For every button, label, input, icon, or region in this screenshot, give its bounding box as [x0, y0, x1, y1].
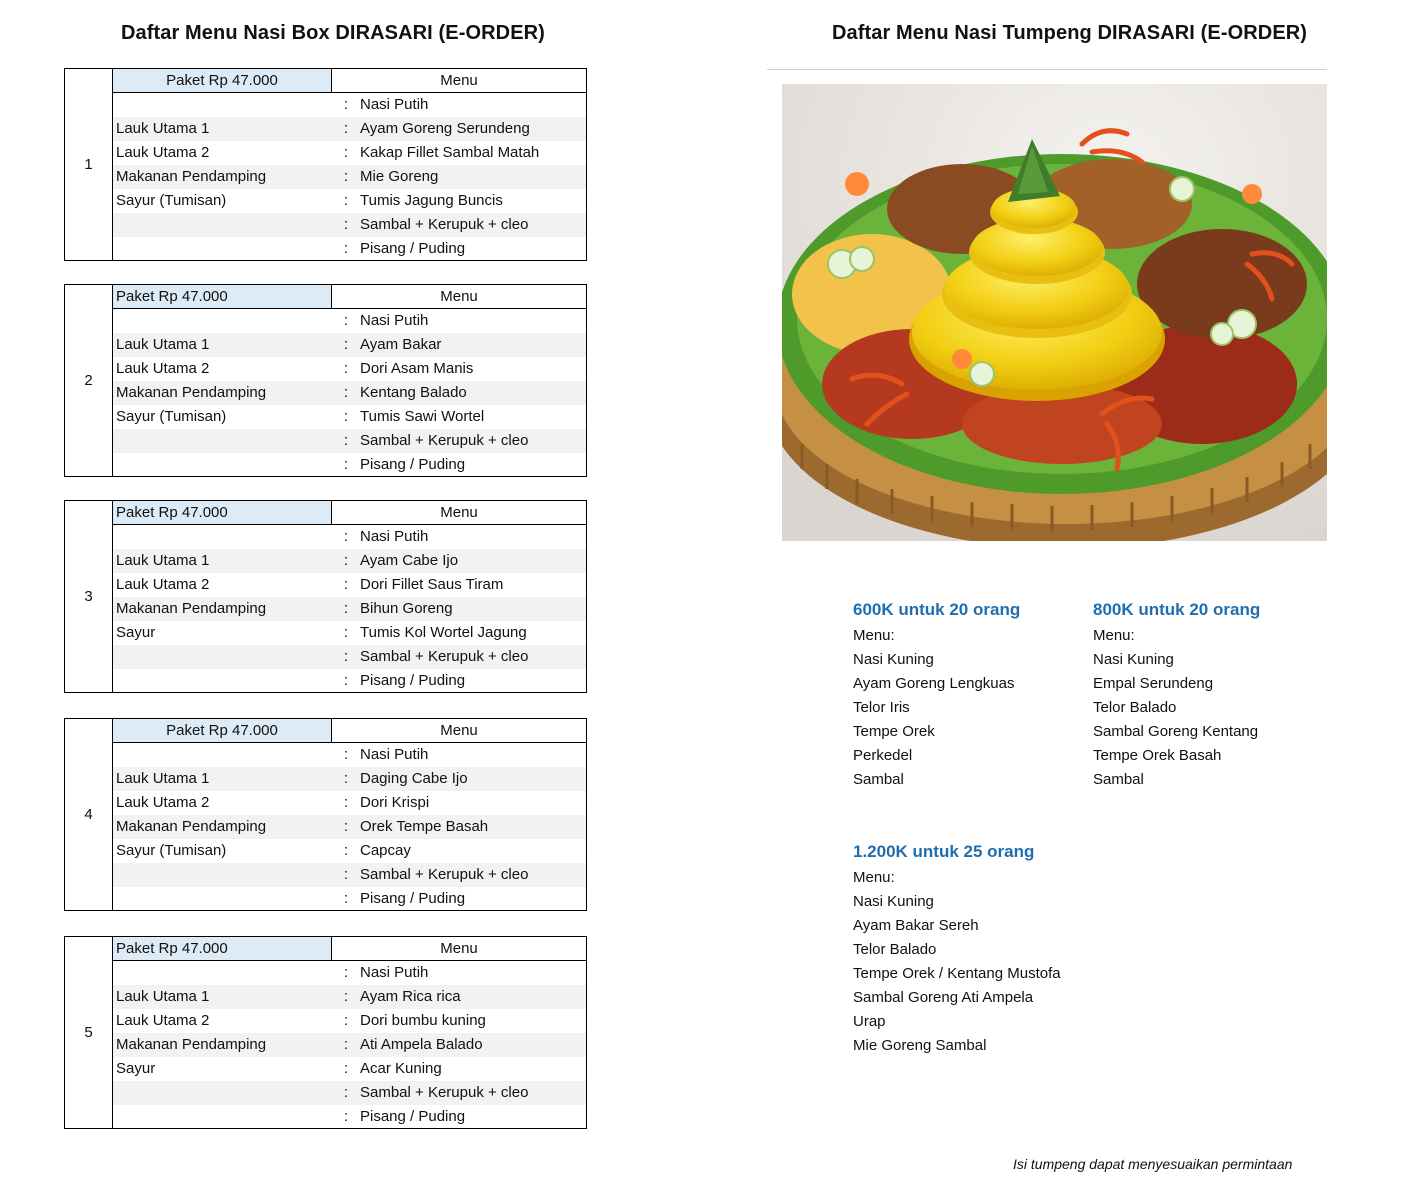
menu-row-colon: : — [343, 120, 349, 137]
menu-row-colon: : — [343, 1012, 349, 1029]
menu-row-label: Lauk Utama 2 — [116, 576, 210, 593]
menu-row-item: Mie Goreng — [360, 168, 439, 185]
menu-row — [113, 405, 586, 429]
package-rows — [113, 93, 586, 260]
menu-row-colon: : — [343, 624, 349, 641]
menu-row — [113, 549, 586, 573]
package-number: 5 — [65, 937, 113, 1128]
menu-row-label: Lauk Utama 1 — [116, 552, 210, 569]
menu-row-item: Tumis Sawi Wortel — [360, 408, 485, 425]
menu-row-colon: : — [343, 746, 349, 763]
menu-row-item: Capcay — [360, 842, 411, 859]
menu-row-label: Lauk Utama 2 — [116, 794, 210, 811]
menu-row-label — [113, 213, 332, 237]
tumpeng-menu-item: Telor Iris — [853, 699, 910, 716]
menu-row — [113, 357, 586, 381]
menu-row-colon: : — [343, 576, 349, 593]
tumpeng-menu-label: Menu: — [1093, 627, 1135, 644]
menu-row-item: Pisang / Puding — [360, 240, 466, 257]
menu-row-label: Sayur — [116, 1060, 156, 1077]
menu-package-3 — [64, 500, 587, 693]
menu-row — [113, 573, 586, 597]
tumpeng-menu-item: Urap — [853, 1013, 886, 1030]
menu-row-colon: : — [343, 528, 349, 545]
menu-row-colon: : — [343, 672, 349, 689]
tumpeng-menu-item: Nasi Kuning — [853, 651, 934, 668]
tumpeng-menu-item: Empal Serundeng — [1093, 675, 1214, 692]
package-number: 3 — [65, 501, 113, 692]
package-header — [113, 719, 586, 743]
menu-row — [113, 1081, 586, 1105]
menu-row-item: Bihun Goreng — [360, 600, 453, 617]
menu-row — [113, 213, 586, 237]
menu-row-colon: : — [343, 432, 349, 449]
menu-row-item: Ayam Goreng Serundeng — [360, 120, 530, 137]
tumpeng-menu-item: Tempe Orek Basah — [1093, 747, 1222, 764]
tumpeng-menu-item: Nasi Kuning — [1093, 651, 1174, 668]
menu-row-colon: : — [343, 408, 349, 425]
menu-row — [113, 645, 586, 669]
menu-row-label: Makanan Pendamping — [116, 384, 267, 401]
menu-row-item: Nasi Putih — [360, 746, 429, 763]
menu-row-label — [113, 887, 332, 911]
tumpeng-price-heading: 600K untuk 20 orang — [853, 600, 1021, 619]
package-price: Paket Rp 47.000 — [113, 69, 332, 92]
menu-row-label — [113, 1081, 332, 1105]
menu-row-label — [113, 961, 332, 985]
nasi-box-title: Daftar Menu Nasi Box DIRASARI (E-ORDER) — [121, 22, 545, 44]
package-number: 1 — [65, 69, 113, 260]
menu-column-header: Menu — [440, 940, 478, 957]
menu-row — [113, 743, 586, 767]
menu-row-label — [113, 453, 332, 477]
package-header — [113, 937, 586, 961]
tumpeng-menu-item: Sambal — [853, 771, 904, 788]
tumpeng-set-1 — [853, 598, 1020, 792]
menu-row-colon: : — [343, 600, 349, 617]
menu-row-item: Tumis Jagung Buncis — [360, 192, 503, 209]
package-price: Paket Rp 47.000 — [113, 937, 332, 960]
tumpeng-menu-item: Sambal Goreng Kentang — [1093, 723, 1259, 740]
menu-row — [113, 669, 586, 693]
menu-row — [113, 93, 586, 117]
package-number: 2 — [65, 285, 113, 476]
menu-package-2 — [64, 284, 587, 477]
tumpeng-menu-item: Mie Goreng Sambal — [853, 1037, 987, 1054]
package-price: Paket Rp 47.000 — [113, 285, 332, 308]
photo-divider — [767, 69, 1327, 70]
menu-row-label: Makanan Pendamping — [116, 168, 267, 185]
menu-row-colon: : — [343, 192, 349, 209]
menu-column-header: Menu — [440, 504, 478, 521]
menu-row-colon: : — [343, 890, 349, 907]
menu-row-item: Pisang / Puding — [360, 672, 466, 689]
menu-row-colon: : — [343, 336, 349, 353]
menu-row-label — [113, 525, 332, 549]
tumpeng-menu-item: Perkedel — [853, 747, 913, 764]
menu-row-label — [113, 237, 332, 261]
menu-row — [113, 453, 586, 477]
menu-row-item: Acar Kuning — [360, 1060, 442, 1077]
menu-row-label: Sayur — [116, 624, 156, 641]
package-header — [113, 501, 586, 525]
menu-row — [113, 237, 586, 261]
menu-row — [113, 1105, 586, 1129]
tumpeng-illustration — [782, 84, 1327, 541]
menu-row-colon: : — [343, 866, 349, 883]
menu-row-colon: : — [343, 770, 349, 787]
menu-row-item: Tumis Kol Wortel Jagung — [360, 624, 527, 641]
menu-row-colon: : — [343, 216, 349, 233]
menu-row-label: Sayur (Tumisan) — [116, 842, 227, 859]
menu-row-item: Nasi Putih — [360, 96, 429, 113]
package-rows — [113, 525, 586, 692]
menu-row-item: Dori Fillet Saus Tiram — [360, 576, 504, 593]
tumpeng-menu-item: Telor Balado — [853, 941, 937, 958]
menu-row-item: Nasi Putih — [360, 312, 429, 329]
menu-row-label: Lauk Utama 1 — [116, 336, 210, 353]
menu-row-label: Sayur (Tumisan) — [116, 192, 227, 209]
tumpeng-menu-item: Tempe Orek — [853, 723, 935, 740]
menu-row-item: Orek Tempe Basah — [360, 818, 489, 835]
menu-row — [113, 621, 586, 645]
package-rows — [113, 743, 586, 910]
tumpeng-set-2 — [1093, 598, 1260, 792]
package-rows — [113, 309, 586, 476]
menu-row-item: Pisang / Puding — [360, 890, 466, 907]
tumpeng-menu-item: Ayam Bakar Sereh — [853, 917, 979, 934]
menu-row-item: Sambal + Kerupuk + cleo — [360, 1084, 529, 1101]
menu-row-colon: : — [343, 240, 349, 257]
menu-row-item: Nasi Putih — [360, 528, 429, 545]
tumpeng-photo — [782, 84, 1327, 541]
menu-row-label: Lauk Utama 1 — [116, 770, 210, 787]
menu-row — [113, 985, 586, 1009]
tumpeng-set-3 — [853, 840, 1061, 1058]
menu-row — [113, 309, 586, 333]
menu-row-item: Ati Ampela Balado — [360, 1036, 483, 1053]
menu-row — [113, 429, 586, 453]
menu-row-label — [113, 743, 332, 767]
menu-package-1 — [64, 68, 587, 261]
menu-row-colon: : — [343, 818, 349, 835]
menu-row-item: Sambal + Kerupuk + cleo — [360, 648, 529, 665]
menu-row — [113, 1033, 586, 1057]
menu-row-colon: : — [343, 1036, 349, 1053]
menu-row — [113, 1057, 586, 1081]
menu-row-colon: : — [343, 964, 349, 981]
menu-row-item: Ayam Bakar — [360, 336, 442, 353]
tumpeng-menu-label: Menu: — [853, 627, 895, 644]
menu-row-item: Ayam Rica rica — [360, 988, 461, 1005]
package-header — [113, 69, 586, 93]
menu-row-colon: : — [343, 842, 349, 859]
menu-column-header: Menu — [440, 72, 478, 89]
menu-row — [113, 117, 586, 141]
menu-row-label: Lauk Utama 1 — [116, 120, 210, 137]
menu-row — [113, 333, 586, 357]
menu-row — [113, 381, 586, 405]
tumpeng-price-heading: 1.200K untuk 25 orang — [853, 842, 1035, 861]
menu-row-colon: : — [343, 384, 349, 401]
menu-row-item: Kakap Fillet Sambal Matah — [360, 144, 540, 161]
menu-row-colon: : — [343, 794, 349, 811]
menu-row-colon: : — [343, 144, 349, 161]
menu-row — [113, 961, 586, 985]
menu-row-colon: : — [343, 456, 349, 473]
menu-row-item: Dori Krispi — [360, 794, 430, 811]
tumpeng-menu-item: Sambal — [1093, 771, 1144, 788]
package-price: Paket Rp 47.000 — [113, 501, 332, 524]
menu-row — [113, 525, 586, 549]
menu-row — [113, 791, 586, 815]
menu-row-item: Daging Cabe Ijo — [360, 770, 468, 787]
menu-row-colon: : — [343, 1084, 349, 1101]
tumpeng-note: Isi tumpeng dapat menyesuaikan permintaan — [1013, 1156, 1293, 1172]
menu-package-4 — [64, 718, 587, 911]
menu-row-colon: : — [343, 1108, 349, 1125]
tumpeng-menu-item: Nasi Kuning — [853, 893, 934, 910]
menu-row-item: Nasi Putih — [360, 964, 429, 981]
menu-row — [113, 863, 586, 887]
menu-row — [113, 767, 586, 791]
menu-row-item: Dori Asam Manis — [360, 360, 474, 377]
menu-row-colon: : — [343, 1060, 349, 1077]
nasi-tumpeng-title: Daftar Menu Nasi Tumpeng DIRASARI (E-ORDER) — [832, 22, 1308, 44]
menu-row-label — [113, 1105, 332, 1129]
package-number: 4 — [65, 719, 113, 910]
menu-row-colon: : — [343, 988, 349, 1005]
menu-row-label: Makanan Pendamping — [116, 818, 267, 835]
menu-row-label: Makanan Pendamping — [116, 600, 267, 617]
menu-row-item: Sambal + Kerupuk + cleo — [360, 432, 529, 449]
menu-package-5 — [64, 936, 587, 1129]
menu-row-label: Sayur (Tumisan) — [116, 408, 227, 425]
tumpeng-menu-item: Ayam Goreng Lengkuas — [853, 675, 1015, 692]
menu-row-label — [113, 429, 332, 453]
menu-row — [113, 165, 586, 189]
package-header — [113, 285, 586, 309]
tumpeng-menu-label: Menu: — [853, 869, 895, 886]
menu-row-label — [113, 309, 332, 333]
menu-row-label: Lauk Utama 2 — [116, 144, 210, 161]
menu-row — [113, 141, 586, 165]
tumpeng-price-heading: 800K untuk 20 orang — [1093, 600, 1261, 619]
menu-row-colon: : — [343, 552, 349, 569]
tumpeng-menu-item: Telor Balado — [1093, 699, 1177, 716]
menu-row-item: Pisang / Puding — [360, 456, 466, 473]
menu-row-item: Sambal + Kerupuk + cleo — [360, 216, 529, 233]
menu-column-header: Menu — [440, 288, 478, 305]
menu-row-label: Lauk Utama 2 — [116, 360, 210, 377]
menu-row-item: Pisang / Puding — [360, 1108, 466, 1125]
menu-row-label: Makanan Pendamping — [116, 1036, 267, 1053]
menu-row-colon: : — [343, 360, 349, 377]
menu-row-colon: : — [343, 312, 349, 329]
menu-row-label — [113, 645, 332, 669]
menu-column-header: Menu — [440, 722, 478, 739]
menu-row-item: Kentang Balado — [360, 384, 467, 401]
menu-row-item: Sambal + Kerupuk + cleo — [360, 866, 529, 883]
package-rows — [113, 961, 586, 1128]
menu-row-colon: : — [343, 168, 349, 185]
menu-row-label — [113, 93, 332, 117]
menu-row — [113, 815, 586, 839]
tumpeng-menu-item: Tempe Orek / Kentang Mustofa — [853, 965, 1061, 982]
menu-row — [113, 597, 586, 621]
package-price: Paket Rp 47.000 — [113, 719, 332, 742]
menu-row-colon: : — [343, 648, 349, 665]
menu-row — [113, 839, 586, 863]
menu-row-label — [113, 669, 332, 693]
menu-row-colon: : — [343, 96, 349, 113]
menu-row — [113, 1009, 586, 1033]
menu-row-label: Lauk Utama 1 — [116, 988, 210, 1005]
menu-row-item: Dori bumbu kuning — [360, 1012, 486, 1029]
tumpeng-menu-item: Sambal Goreng Ati Ampela — [853, 989, 1034, 1006]
menu-row-item: Ayam Cabe Ijo — [360, 552, 459, 569]
menu-row-label — [113, 863, 332, 887]
menu-row — [113, 887, 586, 911]
menu-row — [113, 189, 586, 213]
menu-row-label: Lauk Utama 2 — [116, 1012, 210, 1029]
